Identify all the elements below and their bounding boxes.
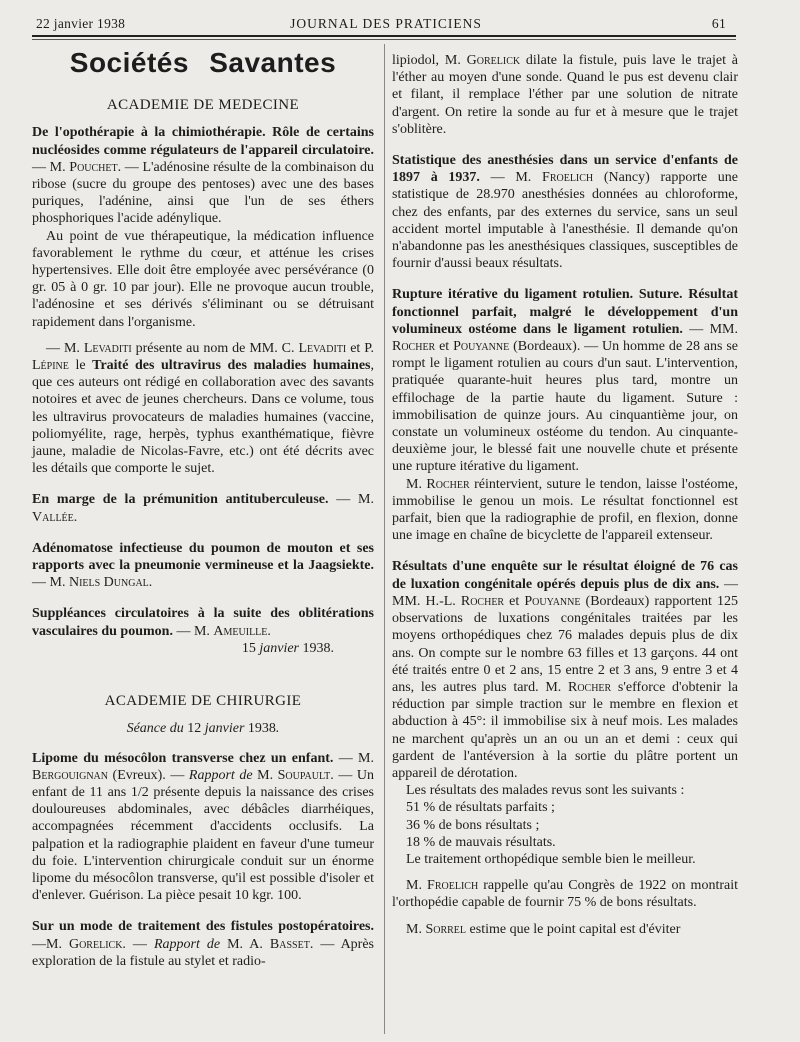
book-title: Traité des ultravirus des maladies humaines: [92, 358, 371, 374]
author-name: Froelich: [427, 878, 479, 894]
header-page-number: 61: [711, 16, 726, 31]
article-premunition: En marge de la prémunition antituberculeuse. — M. Vallée.: [32, 492, 374, 525]
list-item: 51 % de résultats parfaits ;: [406, 800, 555, 816]
list-item: 36 % de bons résultats ;: [406, 817, 540, 833]
article-title: Sur un mode de traitement des fistules postopératoires.: [32, 919, 374, 935]
author-name: Levaditi: [83, 340, 132, 356]
article-title: Adénomatose infectieuse du poumon de mouton et ses rapports avec la pneumonie vermineuse et la Jaagsiekte.: [32, 540, 374, 574]
author-name: Pouchet: [69, 159, 118, 175]
results-intro: Les résultats des malades revus sont les suivants :: [406, 783, 685, 799]
article-title: Suppléances circulatoires à la suite des oblitérations vasculaires du poumon.: [32, 606, 374, 639]
article-adenomatose: Adénomatose infectieuse du poumon de mouton et ses rapports avec la pneumonie vermineuse et la Jaagsiekte. — M. Niels Dungal.: [32, 540, 374, 591]
article-fistules-continued: lipiodol, M. Gorelick dilate la fistule, puis lave le trajet à l'éther au moyen d'une sonde. Quand le pus est devenu clair et filant, il remplace l'éther par une solution de nitrate d'argent. On retire la sonde au fur et à mesure que le trajet s'oblitère.: [392, 53, 738, 137]
author-name: Vallée: [32, 509, 74, 525]
author-name: Bergouignan: [32, 767, 108, 783]
article-luxation-congenitale: Résultats d'une enquête sur le résultat éloigné de 76 cas de luxation congénitale opérés depuis plus de dix ans. — MM. H.-L. Rocher et Pouyanne (Bordeaux) rapportent 125 observations de luxations congénitales traitées par les moyens orthopédiques chez 76 malades depuis plus de dix ans. On compte sur le nombre 63 filles et 13 garçons. 44 ont été traités entre 0 et 2 ans, 15 entre 2 et 3 ans, 9 entre 3 et 4 ans, les autres plus tard. M. Rocher s'efforce d'obtenir la réduction par simple traction sur le membre en flexion et abduction à 45°: il immobilise six à neuf mois. Les malades ne marchent qu'après un an ou un an et demi : ceux qui gardent de l'antéversion à la sortie du plâtre portent un appareil de dérotation.: [392, 559, 739, 781]
article-ultravirus: — M. Levaditi présente au nom de MM. C. Levaditi et P. Lépine le Traité des ultravirus des maladies humaines, que ces auteurs ont rédigé en collaboration avec des savants notoires et avec de jeunes chercheurs. Dans ce volume, tous les ultravirus provocateurs de maladies humaines (vaccine, poliomyélite, rage, herpès, typhus exanthématique, fièvre jaune, maladie de Nicolas-Favre, etc.) ont été décrits avec les détails que comporte le sujet.: [32, 340, 375, 477]
section-title-medecine: ACADEMIE DE MEDECINE: [106, 97, 300, 114]
section-title-chirurgie: ACADEMIE DE CHIRURGIE: [104, 693, 302, 710]
author-name: Rocher: [426, 476, 470, 492]
author-name: Rocher: [460, 593, 505, 609]
right-column: [392, 52, 738, 938]
article-title: Rupture itérative du ligament rotulien. Suture. Résultat fonctionnel parfait, malgré le développement d'un volumineux ostéome dans le ligament rotulien.: [392, 287, 738, 337]
article-rupture-ligament: Rupture itérative du ligament rotulien. Suture. Résultat fonctionnel parfait, malgré le développement d'un volumineux ostéome dans le ligament rotulien. — MM. Rocher et Pouyanne (Bordeaux). — Un homme de 28 ans se rompt le ligament rotulien au cours d'un saut. L'intervention, pratiquée quarante-huit heures plus tard, montre un effilochage de la partie haute du ligament. Suture : immobilisation de quinze jours. Au cinquantième jour, on constate un volumineux ostéome du tendon. Au cinquante-deuxième jour, le blessé fait une nouvelle chute et présente une rupture itérative du ligament.: [392, 287, 738, 475]
header-date: 22 janvier 1938: [36, 16, 126, 31]
results-conclusion: Le traitement orthopédique semble bien le meilleur.: [406, 851, 696, 867]
article-fistules: Sur un mode de traitement des fistules postopératoires. —M. Gorelick. — Rapport de M. A. Basset. — Après exploration de la fistule au stylet et radio-: [32, 919, 374, 969]
left-column: [32, 48, 374, 970]
author-name: Pouyanne: [524, 593, 581, 609]
list-item: 18 % de mauvais résultats.: [406, 834, 556, 850]
author-name: Lépine: [32, 358, 69, 374]
comment-sorrel: M. Sorrel estime que le point capital est d'éviter: [406, 921, 681, 937]
author-name: Gorelick: [68, 936, 123, 952]
author-name: Basset: [269, 936, 310, 952]
article-lipome: Lipome du mésocôlon transverse chez un enfant. — M. Bergouignan (Evreux). — Rapport de M. Soupault. — Un enfant de 11 ans 1/2 présente depuis la naissance des crises douloureuses abdominales, avec débâcles diarrhéiques, accompagnées récemment d'accidents occlusifs. La palpation et la radiographie plaident en faveur d'une tumeur du foie. L'intervention chirurgicale conduit sur un énorme lipome du mésocôlon transverse, qu'il est possible d'isoler et d'enlever. Guérison. La pièce pesait 10 kgr. 100.: [32, 750, 374, 904]
article-title: Statistique des anesthésies dans un service d'enfants de 1897 à 1937.: [392, 153, 738, 186]
author-name: Levaditi: [298, 340, 347, 356]
column-divider: [384, 44, 385, 1034]
comment-froelich: M. Froelich rappelle qu'au Congrès de 1922 on montrait l'orthopédie capable de fournir 75 % de bons résultats.: [392, 878, 738, 911]
article-rupture-ligament-paragraph-2: M. Rocher réintervient, suture le tendon, laisse l'ostéome, immobilise le genou un mois. Le résultat fonctionnel est parfait, bien que la radiographie de profil, en flexion, donne une image en chaîne de bicyclette de l'appareil extenseur.: [392, 476, 738, 544]
article-opotherapie: De l'opothérapie à la chimiothérapie. Rôle de certains nucléosides comme régulateurs de l'appareil circulatoire. — M. Pouchet. — L'adénosine résulte de la combinaison du ribose (sucre du groupe des pentoses) avec une des bases puriques, l'adénine, ainsi que l'un de ses éthers phosphoriques l'acide adénylique.: [32, 125, 375, 227]
header-rule-thin: [32, 39, 736, 40]
author-name: Gorelick: [466, 53, 521, 68]
section-date-signature: 15 janvier 1938.: [241, 640, 334, 656]
running-header: [32, 14, 740, 34]
author-name: Rocher: [567, 679, 612, 695]
author-name: Froelich: [542, 170, 594, 186]
author-name: Rocher: [392, 339, 436, 355]
author-name: Sorrel: [425, 921, 467, 937]
article-anesthesies: Statistique des anesthésies dans un service d'enfants de 1897 à 1937. — M. Froelich (Nancy) rapporte une statistique de 28.970 anesthésies données au chloroforme, chez des enfants, par des externes du service, sans un seul accident mortel imputable à l'anesthésie. Il demande qu'on n'abandonne pas les anesthésiques classiques, susceptibles de fournir d'aussi beaux résultats.: [392, 153, 739, 272]
article-title: Lipome du mésocôlon transverse chez un enfant.: [32, 750, 334, 766]
author-name: Pouyanne: [453, 339, 510, 355]
article-title: De l'opothérapie à la chimiothérapie. Rôle de certains nucléosides comme régulateurs de l'appareil circulatoire.: [32, 125, 374, 158]
article-opotherapie-paragraph-2: Au point de vue thérapeutique, la médication influence favorablement le rythme du cœur, et atténue les crises hypertensives. Elle doit être employée avec persévérance (0 gr. 05 à 0 gr. 10 par jour). Elle ne provoque aucun trouble, l'adénosine et ses dérivés s'éliminant ou se détruisant rapidement dans l'organisme.: [32, 228, 374, 330]
seance-date: Séance du 12 janvier 1938.: [126, 721, 280, 737]
author-name: Ameuille: [213, 623, 268, 639]
article-title: En marge de la prémunition antituberculeuse.: [32, 492, 329, 508]
header-rule-thick: [32, 35, 736, 37]
article-title: Résultats d'une enquête sur le résultat éloigné de 76 cas de luxation congénitale opérés depuis plus de dix ans.: [392, 559, 738, 592]
header-journal-title: JOURNAL DES PRATICIENS: [290, 16, 482, 31]
page-title: Sociétés Savantes: [69, 47, 337, 78]
results-list: [392, 799, 738, 851]
author-name: Soupault: [277, 767, 331, 783]
article-suppleances: Suppléances circulatoires à la suite des oblitérations vasculaires du poumon. — M. Ameuille.: [32, 606, 374, 639]
author-name: Niels Dungal: [68, 575, 149, 591]
